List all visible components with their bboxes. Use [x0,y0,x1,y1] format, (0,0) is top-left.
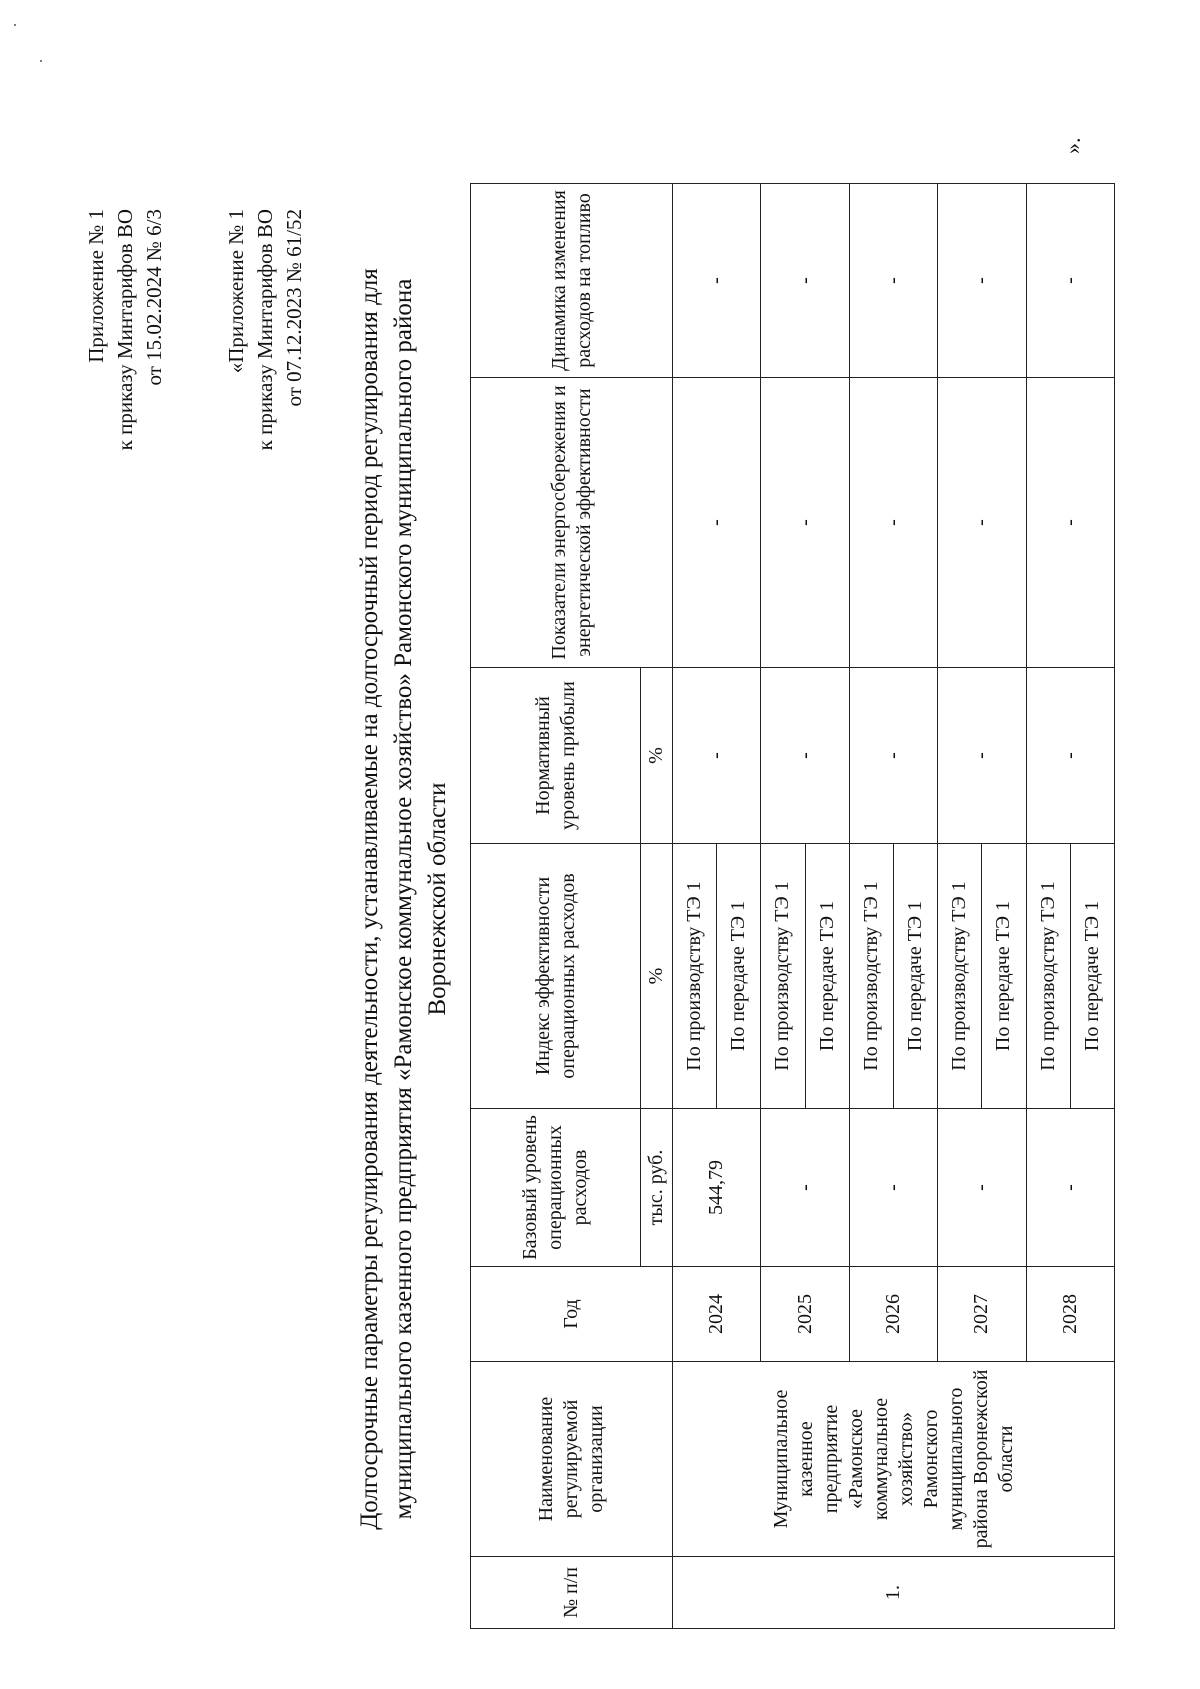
title-line3: Воронежской области [424,782,451,1016]
header-fuel: Динамика изменения расходов на топливо [471,184,673,378]
base-cell: - [849,1109,937,1267]
index-transfer: По передаче ТЭ 1 [982,844,1026,1109]
energy-cell: - [761,378,849,668]
header-index: Индекс эффективности операционных расходов [471,844,641,1109]
year-cell: 2026 [849,1267,937,1362]
appendix-current-line1: Приложение № 1 [84,209,108,363]
fuel-cell: - [1026,184,1115,378]
index-production: По производству ТЭ 1 [673,844,717,1109]
document-title [353,169,455,1629]
profit-cell: - [761,668,849,844]
energy-cell: - [849,378,937,668]
appendix-current [82,209,169,450]
scan-speck [14,24,16,26]
year-cell: 2027 [938,1267,1026,1362]
appendix-previous-line2: к приказу Минтарифов ВО [253,209,277,451]
index-production: По производству ТЭ 1 [1026,844,1070,1109]
rotated-content [0,89,1200,1689]
base-cell: - [761,1109,849,1267]
fuel-cell: - [761,184,849,378]
header-energy: Показатели энергосбережения и энергетической эффективности [471,378,673,668]
unit-profit: % [641,668,673,844]
unit-base: тыс. руб. [641,1109,673,1267]
header-base: Базовый уровень операционных расходов [471,1109,641,1267]
parameters-table [470,183,1115,1629]
year-cell: 2028 [1026,1267,1115,1362]
profit-cell: - [673,668,761,844]
index-transfer: По передаче ТЭ 1 [893,844,937,1109]
base-cell: - [938,1109,1026,1267]
index-transfer: По передаче ТЭ 1 [1070,844,1114,1109]
profit-cell: - [849,668,937,844]
row-number: 1. [673,1557,1115,1629]
year-cell: 2025 [761,1267,849,1362]
appendix-previous [222,209,309,450]
index-production: По производству ТЭ 1 [938,844,982,1109]
index-production: По производству ТЭ 1 [849,844,893,1109]
scan-speck [40,60,42,62]
header-num: № п/п [471,1557,673,1629]
year-cell: 2024 [673,1267,761,1362]
appendix-previous-line1: «Приложение № 1 [224,209,248,374]
appendix-previous-line3: от 07.12.2023 № 61/52 [282,209,306,407]
profit-cell: - [1026,668,1115,844]
appendix-current-line2: к приказу Минтарифов ВО [113,209,137,451]
index-transfer: По передаче ТЭ 1 [717,844,761,1109]
title-line2: муниципального казенного предприятия «Рамонское коммунальное хозяйство» Рамонского муниципального района [390,278,417,1520]
appendix-current-line3: от 15.02.2024 № 6/3 [142,209,166,386]
index-production: По производству ТЭ 1 [761,844,805,1109]
index-transfer: По передаче ТЭ 1 [805,844,849,1109]
energy-cell: - [673,378,761,668]
base-cell: 544,79 [673,1109,761,1267]
header-row [471,184,641,1629]
fuel-cell: - [849,184,937,378]
title-line1: Долгосрочные параметры регулирования деятельности, устанавливаемые на долгосрочный период регулирования для [356,268,383,1530]
closing-quote-mark: ». [1060,137,1085,154]
profit-cell: - [938,668,1026,844]
fuel-cell: - [673,184,761,378]
base-cell: - [1026,1109,1115,1267]
unit-index: % [641,844,673,1109]
fuel-cell: - [938,184,1026,378]
energy-cell: - [1026,378,1115,668]
energy-cell: - [938,378,1026,668]
org-name: Муниципальное казенное предприятие «Рамонское коммунальное хозяйство» Рамонского муниципального района Воронежской области [673,1362,1115,1557]
header-org: Наименование регулируемой организации [471,1362,673,1557]
table-row [673,184,717,1629]
header-profit: Нормативный уровень прибыли [471,668,641,844]
header-year: Год [471,1267,673,1362]
